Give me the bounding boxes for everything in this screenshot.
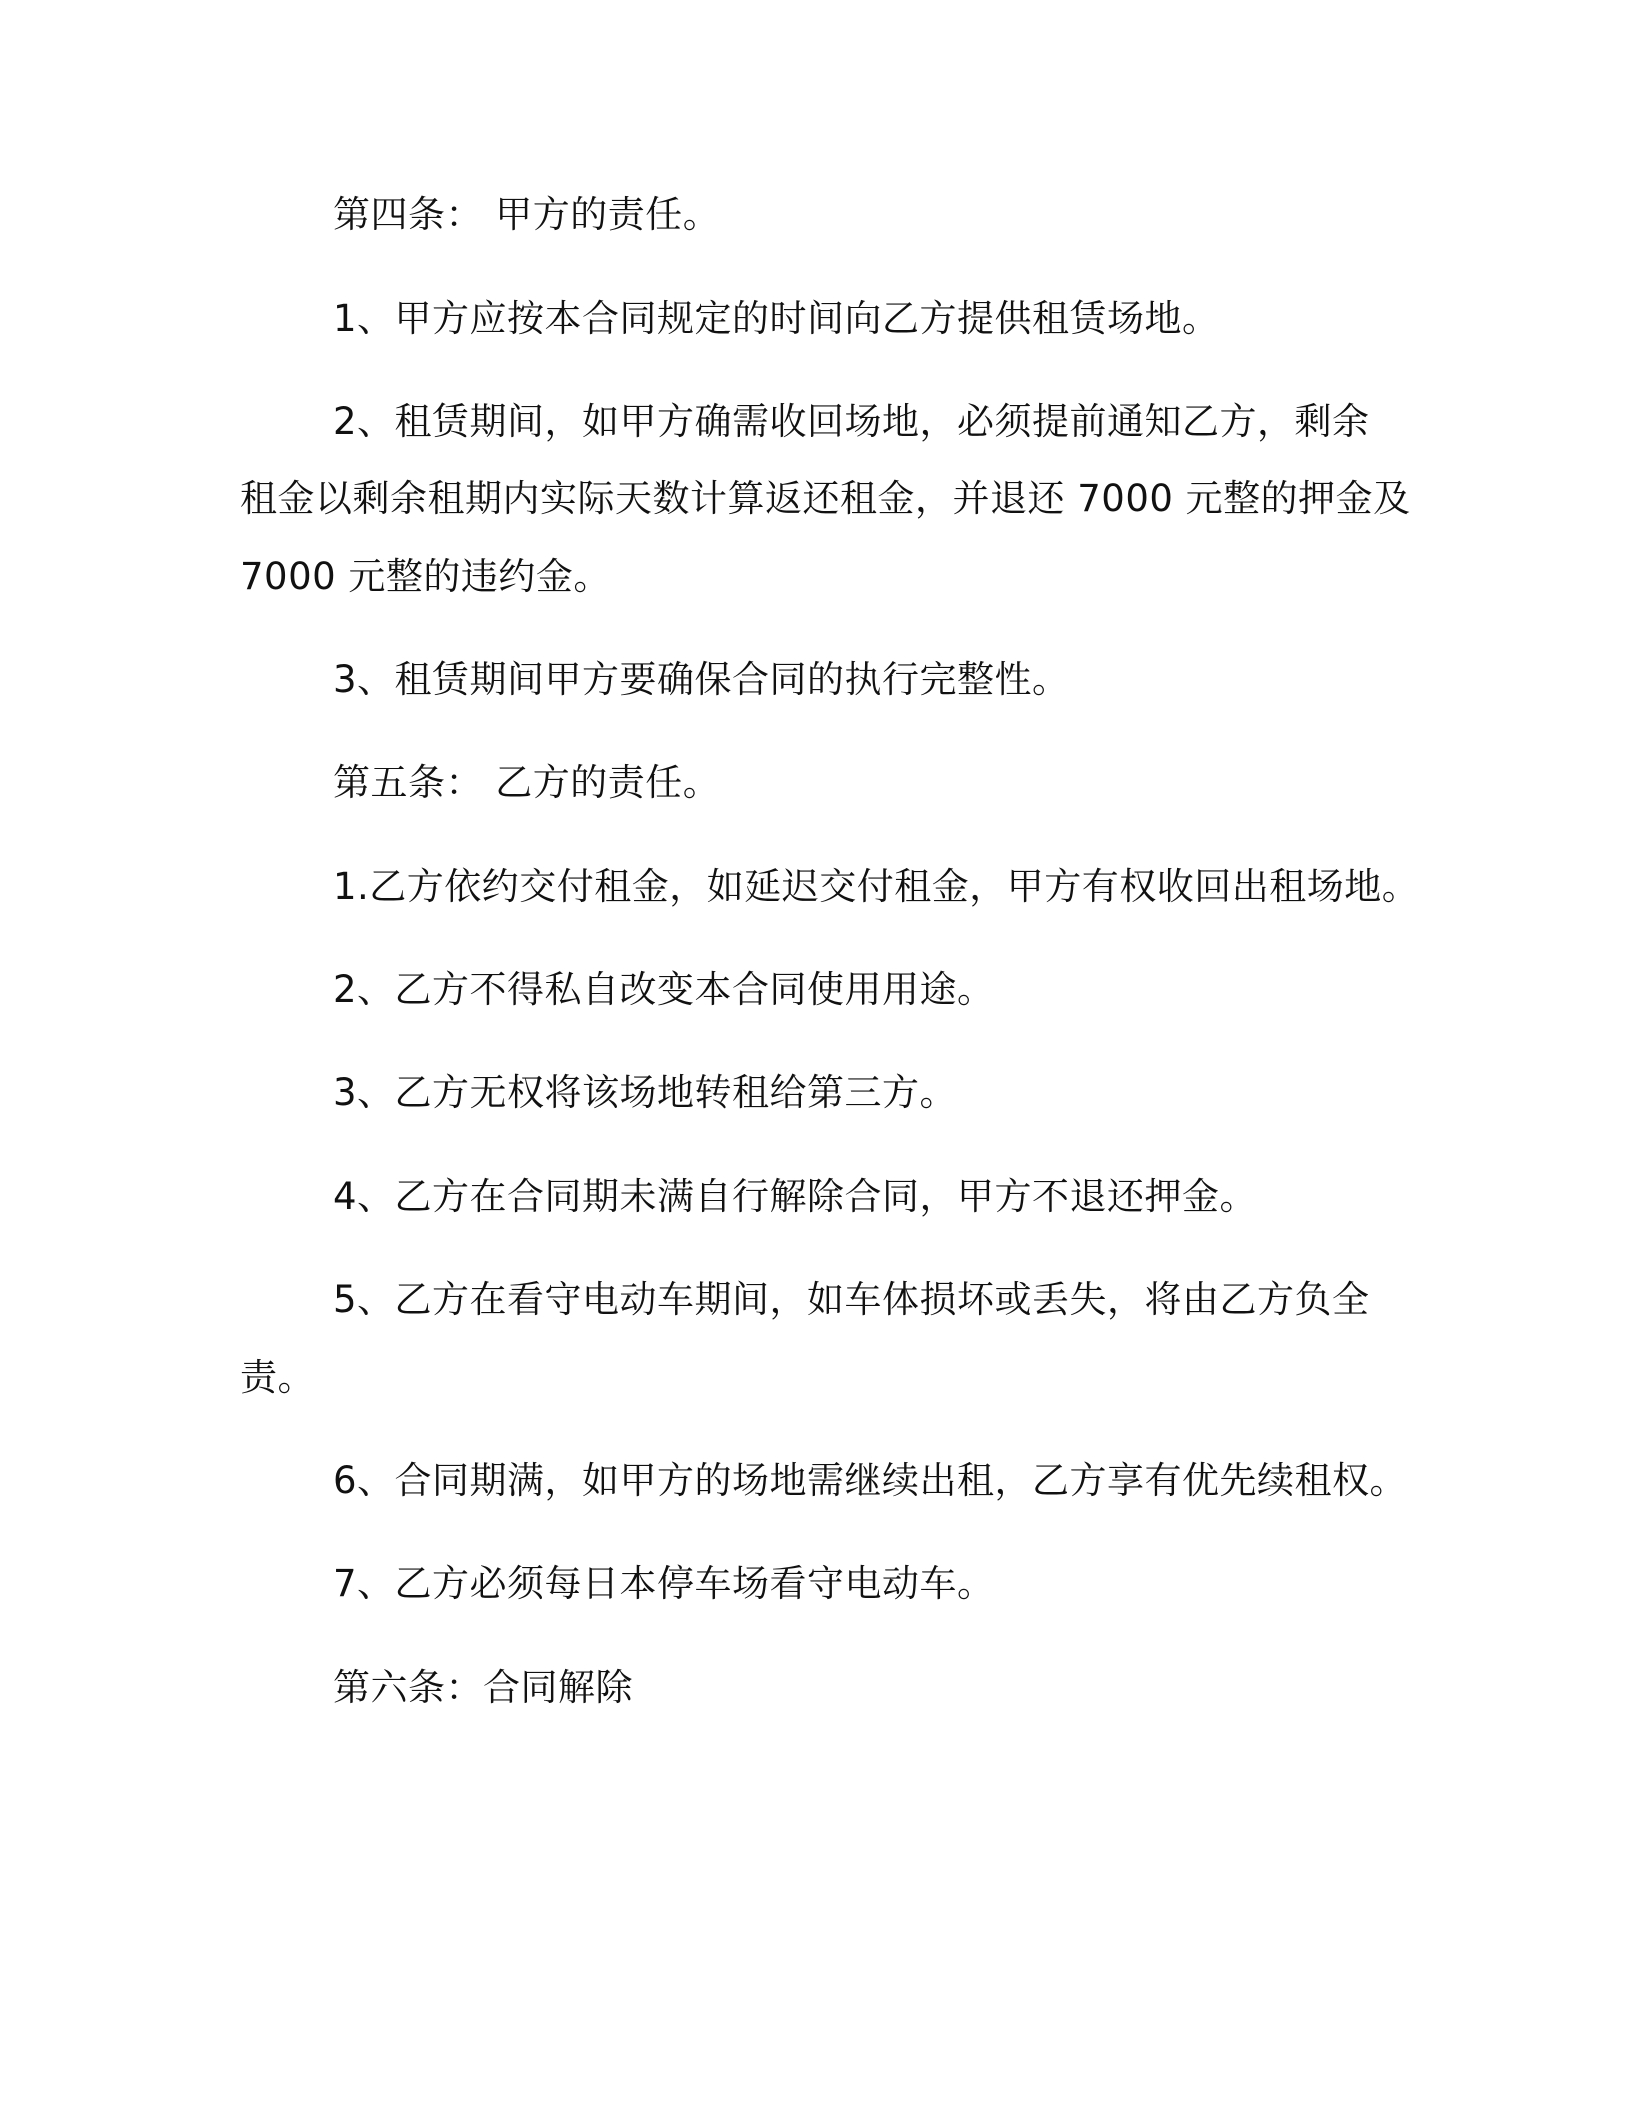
article-4-item-3: 3、租赁期间甲方要确保合同的执行完整性。: [333, 658, 1070, 701]
article-5-item-3: 3、乙方无权将该场地转租给第三方。: [333, 1071, 958, 1114]
article-6-heading: 第六条：合同解除: [333, 1666, 633, 1709]
article-5-item-4: 4、乙方在合同期未满自行解除合同，甲方不退还押金。: [333, 1175, 1258, 1218]
article-5-item-7: 7、乙方必须每日本停车场看守电动车。: [333, 1562, 995, 1605]
article-5-item-5-line-1: 5、乙方在看守电动车期间，如车体损坏或丢失，将由乙方负全: [333, 1278, 1370, 1321]
article-5-item-5-line-2: 责。: [240, 1356, 315, 1399]
article-4-item-2-line-1: 2、租赁期间，如甲方确需收回场地，必须提前通知乙方，剩余: [333, 400, 1370, 443]
article-4-item-2-line-3: 7000 元整的违约金。: [240, 555, 611, 598]
article-5-heading: 第五条： 乙方的责任。: [333, 761, 721, 804]
article-5-item-1: 1.乙方依约交付租金，如延迟交付租金，甲方有权收回出租场地。: [333, 865, 1420, 908]
article-4-item-1: 1、甲方应按本合同规定的时间向乙方提供租赁场地。: [333, 297, 1220, 340]
article-5-item-2: 2、乙方不得私自改变本合同使用用途。: [333, 968, 995, 1011]
article-5-item-6: 6、合同期满，如甲方的场地需继续出租，乙方享有优先续租权。: [333, 1459, 1408, 1502]
article-4-heading: 第四条： 甲方的责任。: [333, 193, 721, 236]
article-4-item-2-line-2: 租金以剩余租期内实际天数计算返还租金，并退还 7000 元整的押金及: [240, 477, 1411, 520]
